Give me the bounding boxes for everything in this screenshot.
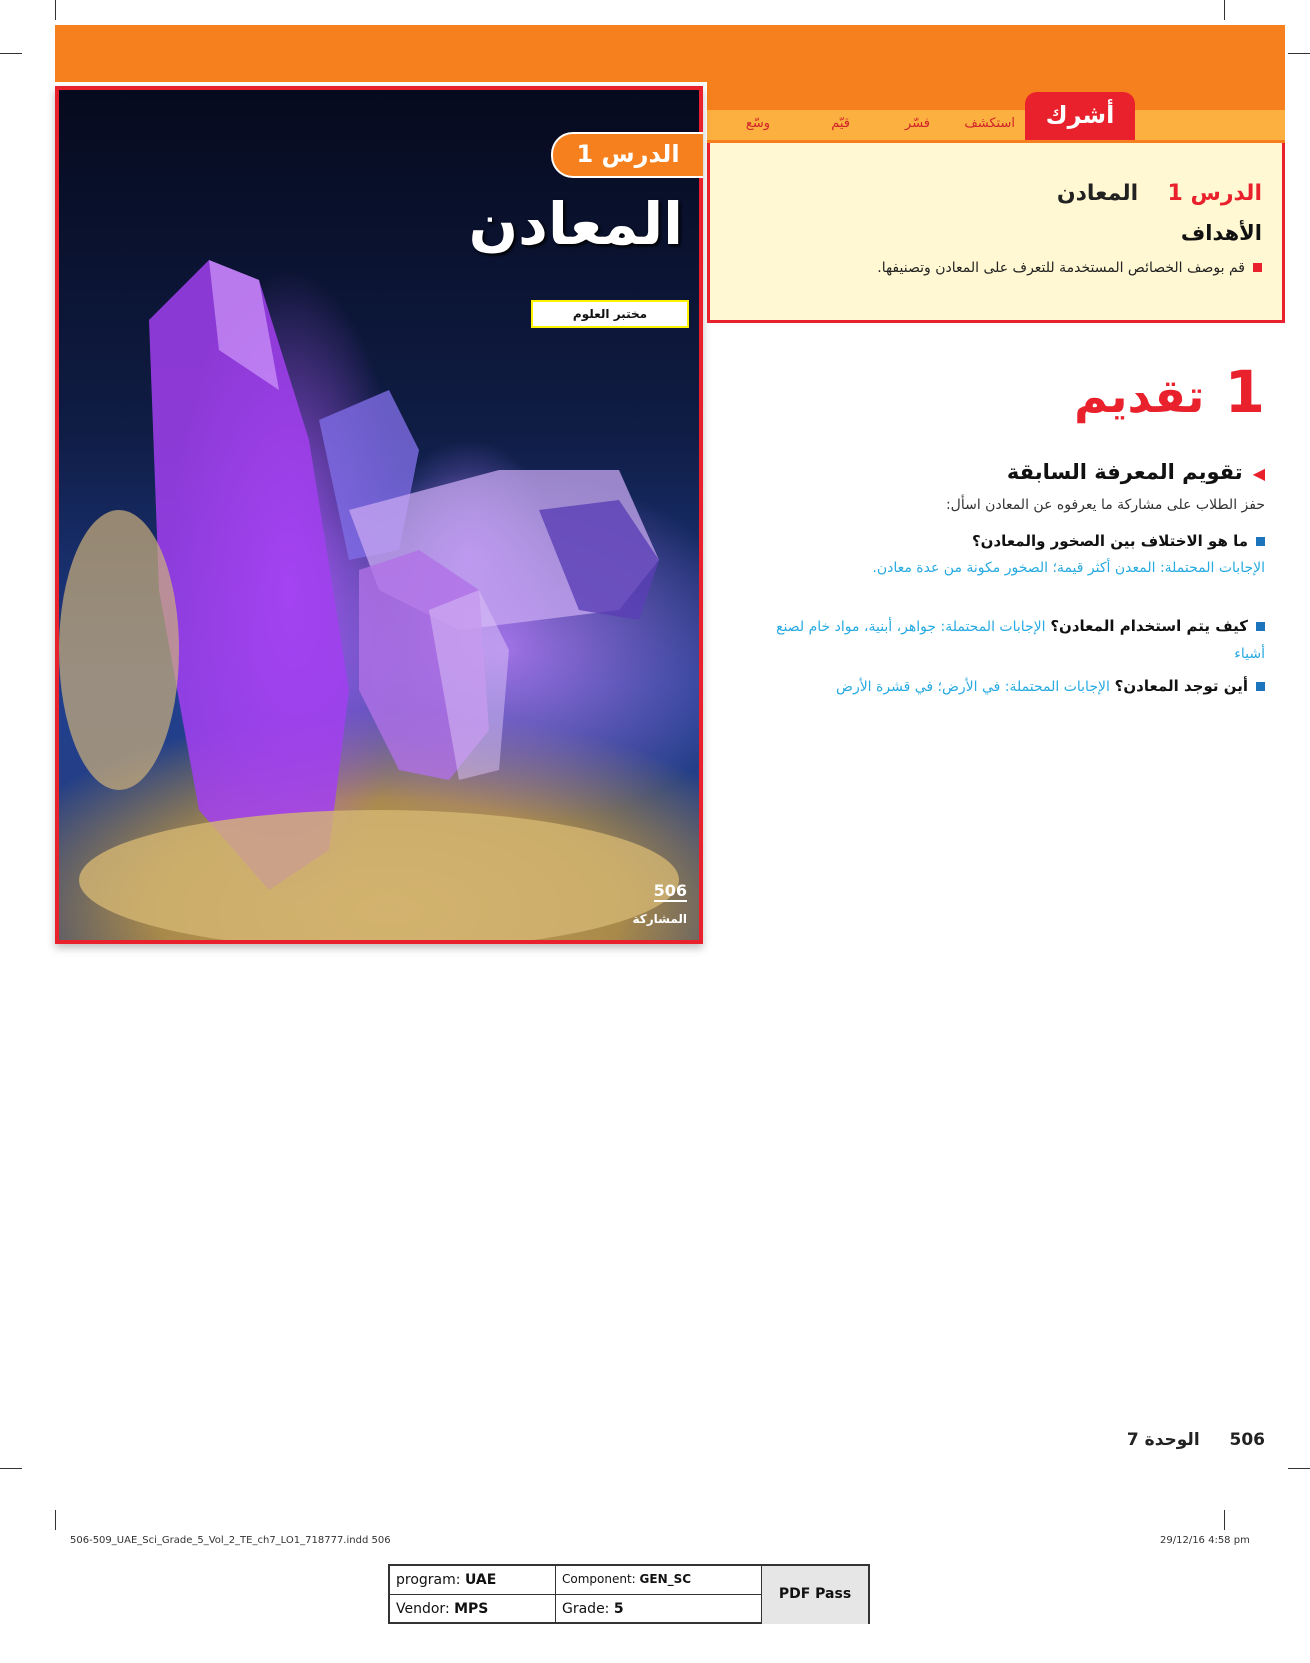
component-cell — [556, 1566, 762, 1595]
crop-mark — [1288, 1468, 1310, 1469]
crop-mark — [1288, 53, 1310, 54]
cover-section-label: المشاركة — [632, 912, 687, 926]
crop-mark — [0, 53, 22, 54]
grade-value: 5 — [613, 1601, 624, 1617]
tab-explore: استكشف — [964, 116, 1015, 131]
cover-photo — [55, 86, 703, 944]
pass-table — [388, 1564, 870, 1624]
objectives-lesson-title — [1057, 181, 1262, 206]
focus-title — [870, 358, 1265, 438]
question-item — [760, 613, 1265, 667]
tab-evaluate: قيّم — [831, 116, 850, 131]
tab-engage: أشرك — [1025, 92, 1135, 140]
answer-text: الإجابات المحتملة: في الأرض؛ في قشرة الأرض — [836, 679, 1110, 695]
vendor-value: MPS — [454, 1601, 489, 1617]
bullet-square-icon — [1256, 682, 1265, 691]
intro-text: حفز الطلاب على مشاركة ما يعرفوه عن المعادن اسأل: — [945, 497, 1265, 513]
vendor-label: Vendor: — [396, 1601, 450, 1617]
crop-mark — [1224, 0, 1225, 20]
question-text: كيف يتم استخدام المعادن؟ — [1050, 617, 1248, 635]
bullet-square-icon — [1256, 622, 1265, 631]
vendor-cell — [390, 1595, 556, 1624]
lesson-name: المعادن — [1056, 181, 1139, 206]
section-heading-text: تقويم المعرفة السابقة — [1006, 460, 1243, 484]
header-band — [55, 25, 1285, 82]
question-text: أين توجد المعادن؟ — [1114, 677, 1248, 695]
answer-text: الإجابات المحتملة: المعدن أكثر قيمة؛ الصخور مكونة من عدة معادن. — [872, 560, 1265, 576]
cover-title: المعادن — [468, 190, 683, 258]
crop-mark — [55, 1510, 56, 1530]
tab-explain: فسّر — [905, 116, 930, 131]
triangle-left-icon: ◀ — [1252, 464, 1265, 483]
date-slug: 29/12/16 4:58 pm — [1160, 1535, 1250, 1546]
question-item — [760, 528, 1265, 581]
program-value: UAE — [464, 1572, 497, 1588]
cover-page-number: 506 — [653, 881, 687, 900]
focus-number: 1 — [1224, 358, 1265, 426]
focus-word: تقديم — [1074, 369, 1205, 423]
pdf-pass-status: PDF Pass — [762, 1566, 868, 1624]
program-cell — [390, 1566, 556, 1595]
footer-page-number: 506 — [1229, 1430, 1265, 1450]
objective-text: قم بوصف الخصائص المستخدمة للتعرف على المعادن وتصنيفها. — [877, 260, 1245, 276]
crop-mark — [0, 1468, 22, 1469]
lesson-prefix: الدرس 1 — [1167, 181, 1262, 206]
section-heading — [760, 460, 1265, 484]
component-label: Component: — [562, 1572, 636, 1586]
science-lab-label: مختبر العلوم — [531, 300, 689, 328]
program-label: program: — [396, 1572, 461, 1588]
answer-text: الإجابات المحتملة: جواهر، أبنية، مواد خام لصنع أشياء — [776, 619, 1265, 662]
footer-page-info — [1050, 1430, 1265, 1450]
component-value: GEN_SC — [639, 1572, 692, 1586]
tab-extend: وسّع — [745, 116, 770, 131]
grade-cell — [556, 1595, 762, 1624]
lesson-phase-tabs — [707, 101, 1285, 143]
question-item — [760, 673, 1265, 700]
bullet-square-icon — [1256, 537, 1265, 546]
question-text: ما هو الاختلاف بين الصخور والمعادن؟ — [971, 532, 1248, 550]
footer-unit: الوحدة 7 — [1126, 1430, 1200, 1450]
objectives-box — [707, 143, 1285, 323]
crop-mark — [55, 0, 56, 20]
lesson-label: الدرس 1 — [551, 132, 703, 178]
bullet-square-icon — [1253, 263, 1262, 272]
objective-item — [762, 255, 1262, 281]
objectives-heading: الأهداف — [1180, 221, 1262, 245]
grade-label: Grade: — [562, 1601, 610, 1617]
crop-mark — [1224, 1510, 1225, 1530]
file-slug: 506-509_UAE_Sci_Grade_5_Vol_2_TE_ch7_LO1_718777.indd 506 — [70, 1535, 391, 1546]
